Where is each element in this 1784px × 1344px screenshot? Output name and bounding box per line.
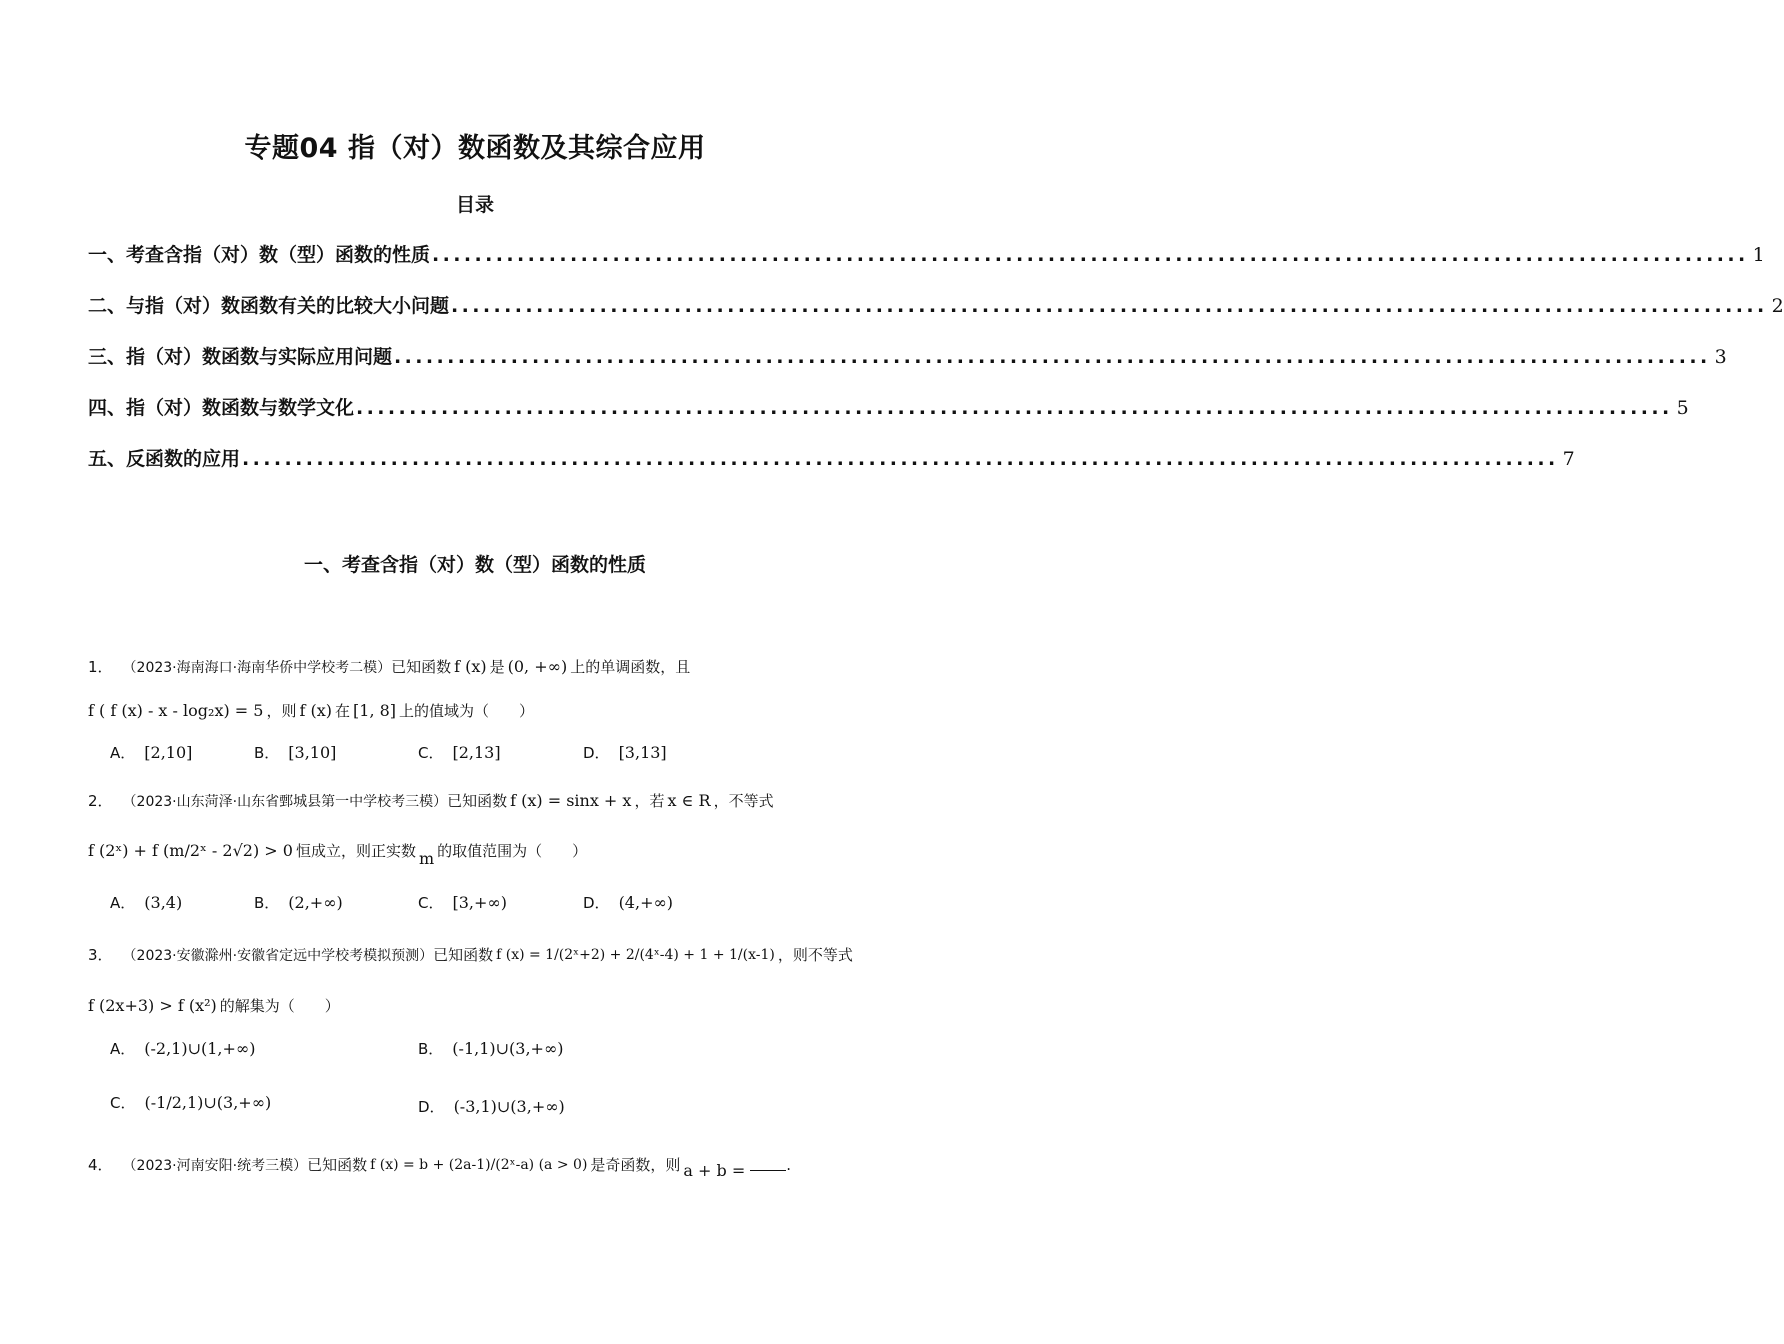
option-value: (3,4): [144, 893, 183, 912]
question-number: 1．: [88, 658, 113, 676]
answer-option-c[interactable]: [418, 892, 510, 913]
section-heading: 一、考查含指（对）数（型）函数的性质: [303, 554, 646, 576]
question-line: [88, 1154, 792, 1180]
option-value: [2,10]: [144, 743, 193, 762]
question-line: [88, 995, 340, 1016]
math-expression: f (2ˣ) + f (m/2ˣ - 2√2) > 0: [88, 841, 293, 860]
question-source: （2023·山东菏泽·山东省鄄城县第一中学校考三模）: [122, 793, 448, 810]
toc-leader-dots: ............................................................................................................................: [432, 244, 1749, 266]
answer-option-d[interactable]: [418, 1096, 568, 1117]
question-text: 上的单调函数，且: [570, 658, 691, 676]
option-value: (2,+∞): [288, 893, 343, 912]
toc-leader-dots: ............................................................................................................................: [394, 346, 1711, 368]
question-text: 是: [489, 658, 505, 676]
toc-entry-label: 五、反函数的应用: [88, 448, 241, 470]
option-letter: D．: [583, 744, 610, 762]
answer-option-c[interactable]: [418, 742, 504, 763]
option-value: [3,10]: [288, 743, 337, 762]
question-line: [88, 656, 690, 677]
answer-option-d[interactable]: [583, 892, 676, 913]
question-text: 已知函数: [433, 946, 494, 964]
option-value: (-2,1)∪(1,+∞): [144, 1039, 256, 1058]
toc-entry-label: 三、指（对）数函数与实际应用问题: [88, 346, 393, 368]
toc-entry[interactable]: [88, 240, 1765, 268]
answer-option-b[interactable]: [418, 1038, 567, 1059]
math-expression: f (x): [299, 701, 332, 720]
toc-entry-label: 四、指（对）数函数与数学文化: [88, 397, 355, 419]
math-expression: f (2x+3) > f (x²): [88, 996, 217, 1015]
answer-option-c[interactable]: [110, 1092, 274, 1113]
option-letter: C．: [418, 744, 444, 762]
toc-page-number: 7: [1562, 448, 1575, 470]
question-text: ，则: [266, 702, 297, 720]
question-text: .: [786, 1155, 792, 1174]
toc-entry[interactable]: [88, 444, 1575, 472]
option-letter: B．: [418, 1040, 444, 1058]
option-letter: D．: [418, 1098, 445, 1116]
option-letter: B．: [254, 894, 280, 912]
option-value: [3,+∞): [452, 893, 507, 912]
question-text: 已知函数: [391, 658, 452, 676]
toc-leader-dots: ............................................................................................................................: [242, 448, 1559, 470]
toc-entry[interactable]: [88, 393, 1689, 421]
option-value: (-1,1)∪(3,+∞): [452, 1039, 564, 1058]
toc-page-number: 2: [1771, 295, 1784, 317]
question-line: [88, 944, 853, 965]
option-letter: D．: [583, 894, 610, 912]
toc-page-number: 1: [1752, 244, 1765, 266]
toc-entry-label: 二、与指（对）数函数有关的比较大小问题: [88, 295, 450, 317]
question-text: 是奇函数，则: [590, 1156, 681, 1174]
math-expression: x ∈ R: [667, 791, 711, 810]
math-expression: f (x) = sinx + x: [510, 791, 632, 810]
question-number: 2．: [88, 792, 113, 810]
question-number: 4．: [88, 1156, 113, 1174]
answer-option-d[interactable]: [583, 742, 670, 763]
question-text: 已知函数: [307, 1156, 368, 1174]
option-letter: A．: [110, 744, 136, 762]
option-value: (-1/2,1)∪(3,+∞): [144, 1093, 272, 1112]
answer-option-a[interactable]: [110, 1038, 259, 1059]
question-source: （2023·海南海口·海南华侨中学校考二模）: [122, 659, 392, 676]
toc-leader-dots: ............................................................................................................................: [451, 295, 1768, 317]
toc-leader-dots: ............................................................................................................................: [356, 397, 1673, 419]
option-value: [2,13]: [452, 743, 501, 762]
math-expression: f (x) = 1/(2ˣ+2) + 2/(4ˣ-4) + 1 + 1/(x-1): [496, 946, 775, 963]
option-letter: A．: [110, 894, 136, 912]
option-letter: C．: [110, 1094, 136, 1112]
question-text: 的解集为（ ）: [219, 997, 340, 1015]
question-text: 在: [335, 702, 351, 720]
answer-option-b[interactable]: [254, 742, 339, 763]
question-source: （2023·安徽滁州·安徽省定远中学校考模拟预测）: [122, 947, 434, 964]
option-value: [3,13]: [618, 743, 667, 762]
question-text: ，不等式: [713, 792, 774, 810]
toc-entry[interactable]: [88, 342, 1727, 370]
question-text: 恒成立，则正实数: [295, 842, 416, 860]
toc-entry-label: 一、考查含指（对）数（型）函数的性质: [88, 244, 431, 266]
answer-option-b[interactable]: [254, 892, 346, 913]
math-expression: f ( f (x) - x - log₂x) = 5: [88, 701, 264, 720]
math-expression: [1, 8]: [353, 701, 397, 720]
toc-page-number: 3: [1714, 346, 1727, 368]
question-line: [88, 790, 774, 811]
toc-page-number: 5: [1676, 397, 1689, 419]
question-number: 3．: [88, 946, 113, 964]
question-source: （2023·河南安阳·统考三模）: [122, 1157, 308, 1174]
question-text: 上的值域为（ ）: [399, 702, 535, 720]
math-expression: f (x) = b + (2a-1)/(2ˣ-a) (a > 0): [370, 1156, 588, 1173]
answer-blank[interactable]: [750, 1158, 786, 1171]
math-expression: (0, +∞): [507, 657, 568, 676]
math-expression: m: [418, 849, 435, 868]
toc-heading: 目录: [455, 194, 494, 216]
question-line: [88, 840, 588, 868]
answer-option-a[interactable]: [110, 742, 195, 763]
question-text: 的取值范围为（ ）: [437, 842, 588, 860]
option-letter: A．: [110, 1040, 136, 1058]
answer-option-a[interactable]: [110, 892, 185, 913]
question-line: [88, 700, 534, 721]
toc-entry[interactable]: [88, 291, 1784, 319]
option-value: (-3,1)∪(3,+∞): [453, 1097, 565, 1116]
option-letter: B．: [254, 744, 280, 762]
question-text: 已知函数: [447, 792, 508, 810]
option-value: (4,+∞): [618, 893, 674, 912]
question-text: ，若: [634, 792, 665, 810]
math-expression: f (x): [454, 657, 487, 676]
option-letter: C．: [418, 894, 444, 912]
document-title: 专题04 指（对）数函数及其综合应用: [244, 133, 706, 164]
question-text: ，则不等式: [777, 946, 853, 964]
math-expression: a + b =: [683, 1161, 746, 1180]
